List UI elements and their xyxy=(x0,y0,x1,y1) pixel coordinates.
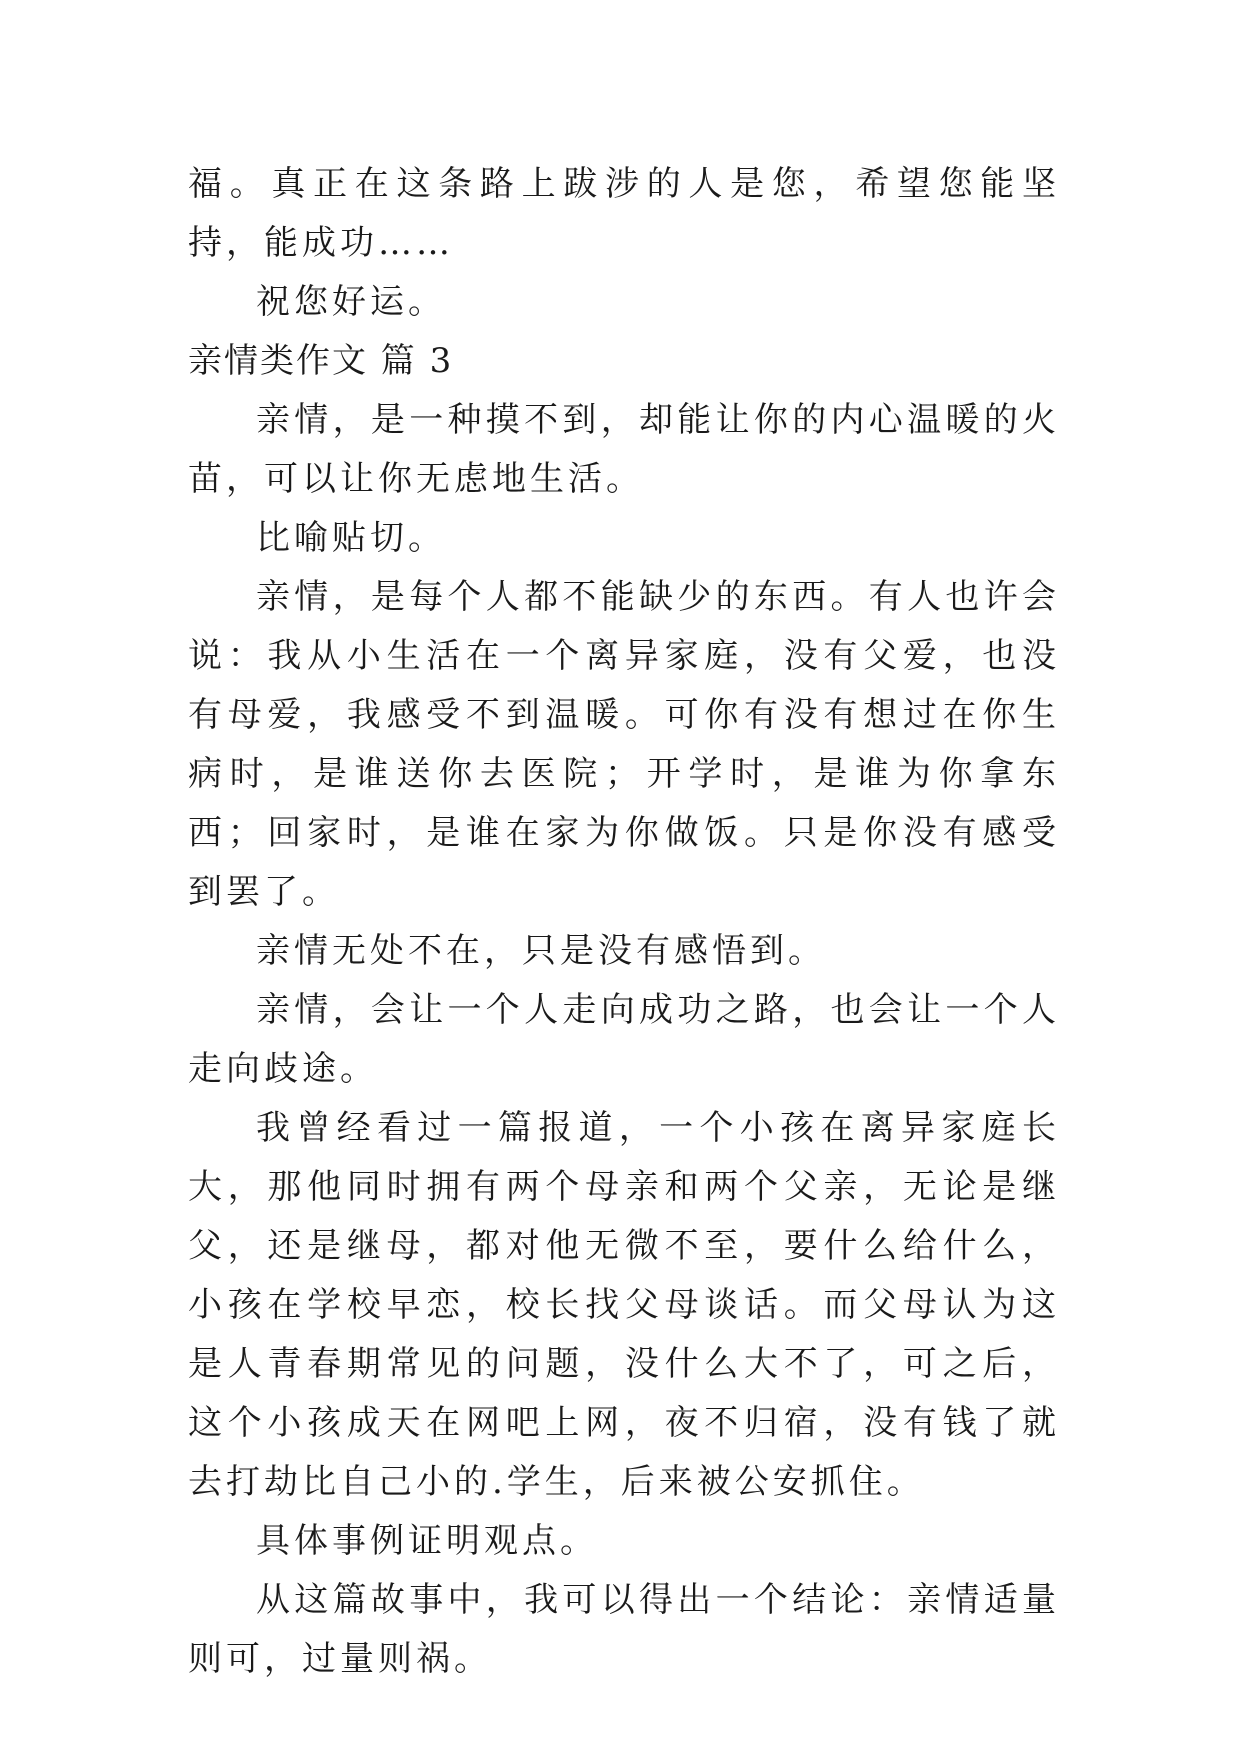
paragraph-conclusion: 从这篇故事中，我可以得出一个结论：亲情适量则可，过量则祸。 xyxy=(188,1580,1060,1679)
paragraph-comment: 比喻贴切。 xyxy=(256,518,446,558)
paragraph: 我曾经看过一篇报道，一个小孩在离异家庭长大，那他同时拥有两个母亲和两个父亲，无论是继父，还是继母，都对他无微不至，要什么给什么，小孩在学校早恋，校长找父母谈话。而父母认为这是人青春期常见的问题，没什么大不了，可之后，这个小孩成天在网吧上网，夜不归宿，没有钱了就去打劫比自己小的.学生，后来被公安抓住。 xyxy=(188,1108,1060,1502)
paragraph-comment: 具体事例证明观点。 xyxy=(256,1521,598,1561)
paragraph-closing-wish: 祝您好运。 xyxy=(256,282,446,322)
paragraph: 亲情，会让一个人走向成功之路，也会让一个人走向歧途。 xyxy=(188,990,1060,1089)
paragraph: 亲情，是每个人都不能缺少的东西。有人也许会说：我从小生活在一个离异家庭，没有父爱，也没有母爱，我感受不到温暖。可你有没有想过在你生病时，是谁送你去医院；开学时，是谁为你拿东西；回家时，是谁在家为你做饭。只是你没有感受到罢了。 xyxy=(188,577,1060,912)
document-body xyxy=(188,155,1060,1689)
paragraph-continuation: 福。真正在这条路上跋涉的人是您，希望您能坚持，能成功…… xyxy=(188,164,1060,263)
paragraph-comment: 亲情无处不在，只是没有感悟到。 xyxy=(256,931,826,971)
section-heading: 亲情类作文 篇 3 xyxy=(188,341,454,381)
paragraph: 亲情，是一种摸不到，却能让你的内心温暖的火苗，可以让你无虑地生活。 xyxy=(188,400,1060,499)
